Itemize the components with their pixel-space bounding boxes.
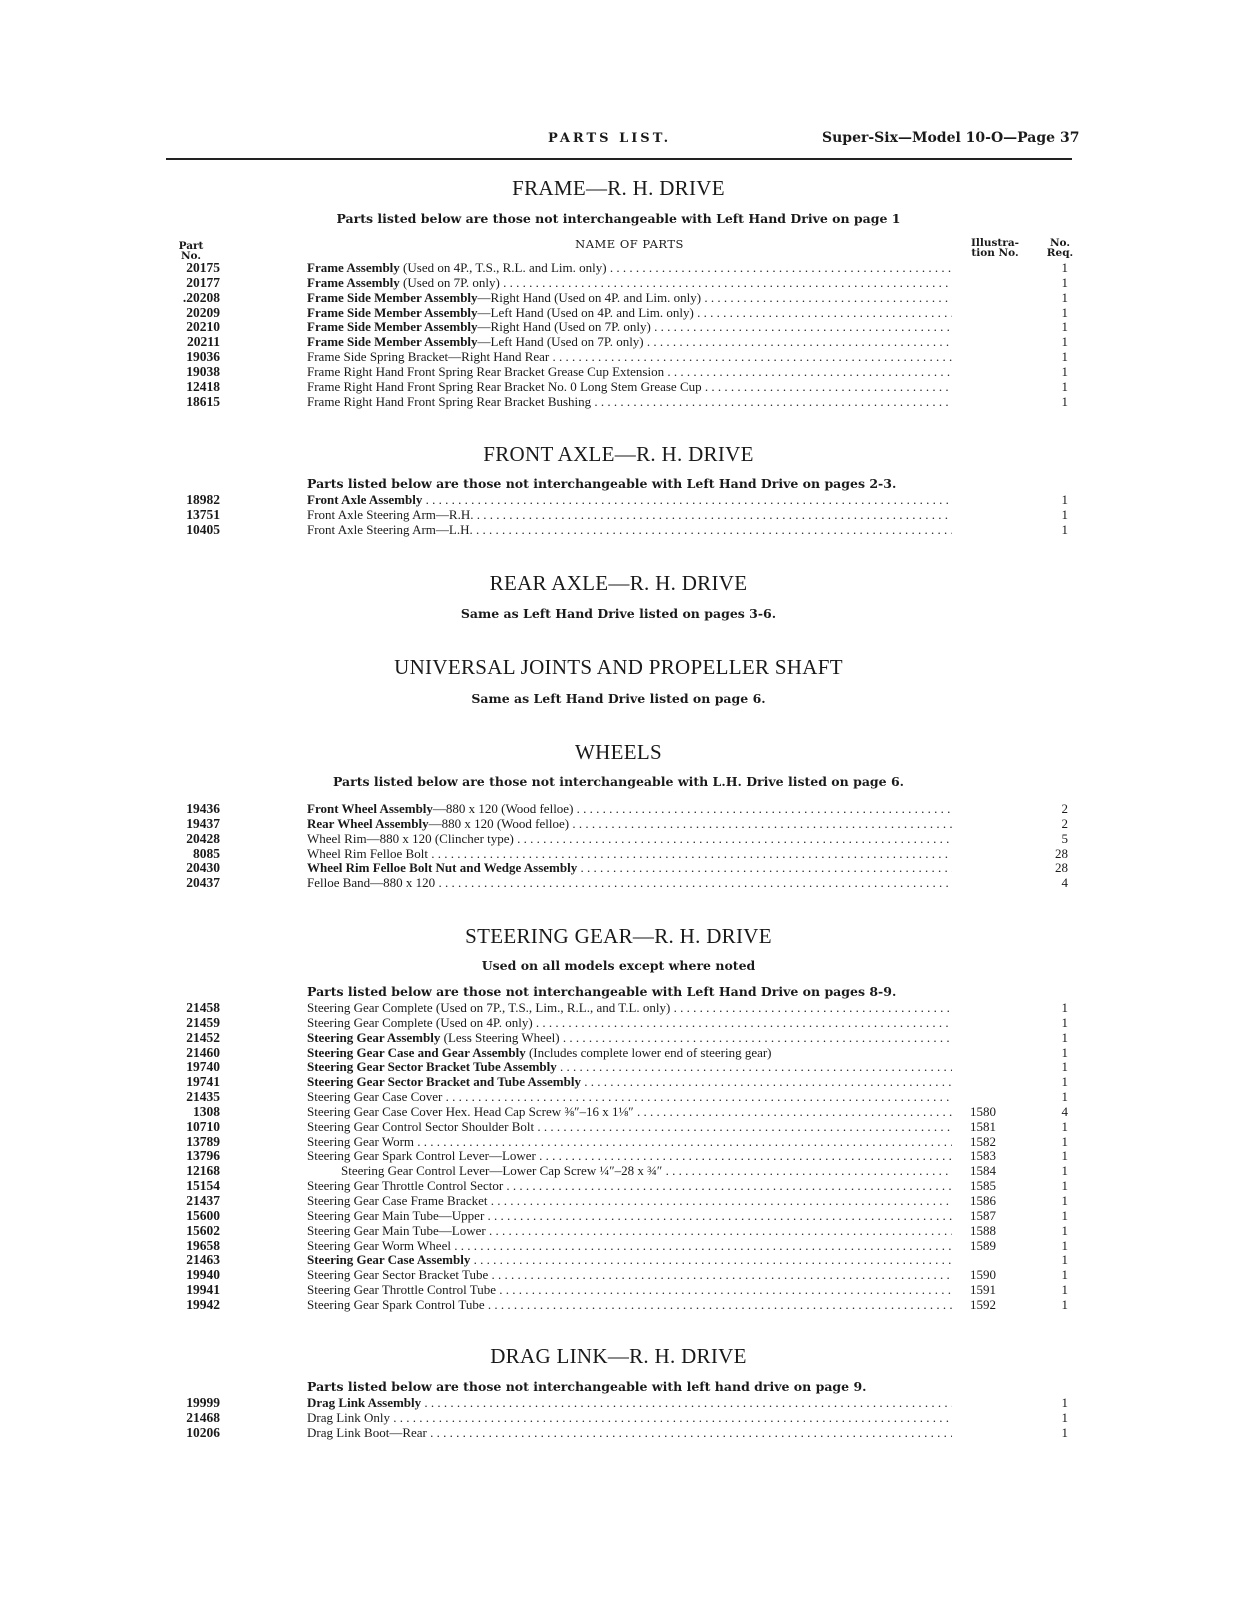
part-name-detail: —Left Hand (Used on 7P. only) <box>477 335 644 350</box>
quantity-required: 1 <box>1061 1424 1068 1440</box>
section-title-wheels: WHEELS <box>575 740 662 764</box>
section-note: Parts listed below are those not interchangeable with left hand drive on page 9. <box>307 1379 867 1394</box>
quantity-required: 1 <box>1061 492 1068 507</box>
part-name <box>307 1001 952 1016</box>
part-name <box>307 1411 952 1426</box>
table-row <box>0 1209 1237 1224</box>
quantity-required: 1 <box>1061 1044 1068 1060</box>
part-name <box>307 1268 952 1283</box>
part-name-detail: Drag Link Boot—Rear <box>307 1425 427 1440</box>
part-number: 19740 <box>186 1059 220 1075</box>
table-row <box>0 802 1237 817</box>
part-name-bold: Drag Link Assembly <box>307 1396 422 1410</box>
part-name <box>307 1396 952 1411</box>
quantity-required: 1 <box>1061 506 1068 522</box>
quantity-required: 1 <box>1061 1089 1068 1105</box>
quantity-required: 1 <box>1061 1118 1068 1134</box>
quantity-required: 4 <box>1061 875 1068 891</box>
part-name <box>307 1283 952 1298</box>
part-number: 20211 <box>186 334 220 350</box>
part-name <box>307 1060 952 1075</box>
part-name-detail: Wheel Rim Felloe Bolt <box>307 846 428 861</box>
part-name-detail: (Used on 7P. only) <box>399 275 500 290</box>
part-name-detail: (Includes complete lower end of steering gear) <box>525 1045 772 1060</box>
table-row <box>0 350 1237 365</box>
table-row <box>0 291 1237 306</box>
part-name-bold: Rear Wheel Assembly <box>307 816 429 831</box>
parts-table <box>0 1396 1237 1441</box>
illustration-number: 1585 <box>970 1178 996 1194</box>
part-number: 15600 <box>186 1207 220 1223</box>
part-number: 21468 <box>186 1409 220 1425</box>
part-name <box>307 847 952 862</box>
part-name <box>307 380 952 395</box>
part-number: .20208 <box>182 289 220 305</box>
column-header-illustration: Illustra- tion No. <box>971 237 1019 259</box>
table-row <box>0 276 1237 291</box>
quantity-required: 1 <box>1061 260 1068 275</box>
table-row <box>0 1075 1237 1090</box>
part-name-detail: —Right Hand (Used on 7P. only) <box>477 320 651 335</box>
quantity-required: 28 <box>1055 860 1068 876</box>
quantity-required: 1 <box>1061 393 1068 409</box>
illustration-number: 1591 <box>970 1282 996 1298</box>
part-name <box>307 1194 952 1209</box>
page-header-model: Super-Six—Model 10-O—Page 37 <box>822 130 1080 146</box>
part-name-detail: Steering Gear Throttle Control Sector <box>307 1179 504 1194</box>
table-row <box>0 1120 1237 1135</box>
part-name <box>307 350 952 365</box>
part-name-detail: (Used on 4P., T.S., R.L. and Lim. only) <box>399 261 607 275</box>
table-row <box>0 1016 1237 1031</box>
table-row <box>0 1298 1237 1313</box>
header-rule <box>166 158 1072 160</box>
section-note: Parts listed below are those not interchangeable with Left Hand Drive on page 1 <box>336 211 901 226</box>
parts-table <box>0 261 1237 409</box>
quantity-required: 1 <box>1061 1409 1068 1425</box>
quantity-required: 1 <box>1061 1148 1068 1164</box>
part-name-detail: Frame Right Hand Front Spring Rear Bracket Grease Cup Extension <box>307 364 665 379</box>
part-number: 18982 <box>186 492 220 507</box>
part-name <box>307 320 952 335</box>
illustration-number: 1589 <box>970 1237 996 1253</box>
table-row <box>0 1046 1237 1061</box>
illustration-number: 1581 <box>970 1118 996 1134</box>
section-note: Same as Left Hand Drive listed on page 6. <box>471 691 766 706</box>
part-number: 8085 <box>193 845 220 861</box>
part-name-bold: Frame Side Member Assembly <box>307 320 478 335</box>
part-name-bold: Steering Gear Assembly <box>307 1030 441 1045</box>
part-name-detail: Front Axle Steering Arm—L.H. <box>307 522 473 537</box>
table-row <box>0 365 1237 380</box>
table-row <box>0 1426 1237 1441</box>
part-name <box>307 832 952 847</box>
quantity-required: 1 <box>1061 1074 1068 1090</box>
table-row <box>0 1411 1237 1426</box>
part-name-detail: Steering Gear Main Tube—Lower <box>307 1223 486 1238</box>
part-name-bold: Frame Assembly <box>307 275 400 290</box>
quantity-required: 1 <box>1061 1252 1068 1268</box>
part-number: 21437 <box>186 1192 220 1208</box>
table-row <box>0 1164 1237 1179</box>
part-name <box>307 1135 952 1150</box>
illustration-number: 1588 <box>970 1222 996 1238</box>
part-name <box>307 1031 952 1046</box>
part-name <box>307 523 952 538</box>
illustration-number: 1587 <box>970 1207 996 1223</box>
part-number: 19038 <box>186 363 220 379</box>
part-name <box>307 817 952 832</box>
section-note: Used on all models except where noted <box>481 958 756 973</box>
part-number: 13751 <box>186 506 220 522</box>
part-number: 19999 <box>186 1395 220 1410</box>
part-name <box>307 1149 952 1164</box>
part-name-bold: Steering Gear Case and Gear Assembly <box>307 1045 526 1060</box>
part-name <box>307 508 952 523</box>
part-name <box>307 1239 952 1254</box>
part-name-detail: Frame Right Hand Front Spring Rear Bracket No. 0 Long Stem Grease Cup <box>307 379 702 394</box>
part-name <box>307 861 952 876</box>
part-number: 15602 <box>186 1222 220 1238</box>
part-name <box>307 802 952 817</box>
table-row <box>0 1179 1237 1194</box>
part-name-detail: Steering Gear Spark Control Tube <box>307 1297 485 1312</box>
part-name <box>307 1164 952 1179</box>
table-row <box>0 847 1237 862</box>
quantity-required: 1 <box>1061 1133 1068 1149</box>
part-name-detail: —Right Hand (Used on 4P. and Lim. only) <box>477 290 702 305</box>
part-name <box>307 1090 952 1105</box>
part-name <box>307 306 952 321</box>
quantity-required: 1 <box>1061 1000 1068 1015</box>
part-name-detail: Steering Gear Worm <box>307 1134 415 1149</box>
quantity-required: 1 <box>1061 349 1068 365</box>
part-name-detail: Frame Side Spring Bracket—Right Hand Rear <box>307 350 550 365</box>
part-number: 19942 <box>186 1296 220 1312</box>
part-number: 20177 <box>186 274 220 290</box>
section-note: Parts listed below are those not interchangeable with L.H. Drive listed on page 6. <box>332 774 905 789</box>
part-name <box>307 1224 952 1239</box>
quantity-required: 1 <box>1061 1192 1068 1208</box>
quantity-required: 1 <box>1061 289 1068 305</box>
part-name <box>307 1209 952 1224</box>
table-row <box>0 395 1237 410</box>
part-number: 19437 <box>186 815 220 831</box>
part-name-detail: Steering Gear Spark Control Lever—Lower <box>307 1149 536 1164</box>
column-header-req: No. Req. <box>1046 237 1074 259</box>
quantity-required: 1 <box>1061 521 1068 537</box>
part-name-detail: Felloe Band—880 x 120 <box>307 876 436 891</box>
part-name-detail: Steering Gear Complete (Used on 7P., T.S., Lim., R.L., and T.L. only) <box>307 1001 671 1015</box>
part-number: 20428 <box>186 830 220 846</box>
part-number: 12418 <box>186 378 220 394</box>
table-row <box>0 832 1237 847</box>
part-number: 21459 <box>186 1014 220 1030</box>
part-number: 21458 <box>186 1000 220 1015</box>
table-row <box>0 1396 1237 1411</box>
quantity-required: 1 <box>1061 1267 1068 1283</box>
part-number: 10710 <box>186 1118 220 1134</box>
table-row <box>0 1239 1237 1254</box>
part-number: 19658 <box>186 1237 220 1253</box>
part-name <box>307 1105 952 1120</box>
table-row <box>0 1283 1237 1298</box>
illustration-number: 1583 <box>970 1148 996 1164</box>
part-number: 19741 <box>186 1074 220 1090</box>
part-name-detail: Drag Link Only <box>307 1410 391 1425</box>
quantity-required: 1 <box>1061 334 1068 350</box>
part-name-bold: Frame Side Member Assembly <box>307 305 478 320</box>
table-row <box>0 861 1237 876</box>
table-row <box>0 523 1237 538</box>
part-number: 19436 <box>186 801 220 816</box>
part-number: 19940 <box>186 1267 220 1283</box>
part-number: 21463 <box>186 1252 220 1268</box>
part-name-bold: Steering Gear Sector Bracket and Tube Assembly <box>307 1075 581 1090</box>
quantity-required: 1 <box>1061 1163 1068 1179</box>
part-number: 21460 <box>186 1044 220 1060</box>
table-row <box>0 306 1237 321</box>
part-name <box>307 1253 952 1268</box>
part-number: 20430 <box>186 860 220 876</box>
section-title-frame: FRAME—R. H. DRIVE <box>512 176 725 200</box>
quantity-required: 2 <box>1061 801 1068 816</box>
table-row <box>0 1194 1237 1209</box>
part-name <box>307 1016 952 1031</box>
table-row <box>0 508 1237 523</box>
table-row <box>0 1001 1237 1016</box>
quantity-required: 1 <box>1061 378 1068 394</box>
part-name-bold: Wheel Rim Felloe Bolt Nut and Wedge Assembly <box>307 861 578 876</box>
part-name-detail: Steering Gear Sector Bracket Tube <box>307 1268 489 1283</box>
part-number: 13789 <box>186 1133 220 1149</box>
parts-table <box>0 493 1237 538</box>
part-name-bold: Front Axle Assembly <box>307 493 423 507</box>
illustration-number: 1590 <box>970 1267 996 1283</box>
table-row <box>0 1090 1237 1105</box>
table-row <box>0 1224 1237 1239</box>
quantity-required: 1 <box>1061 274 1068 290</box>
part-number: 21435 <box>186 1089 220 1105</box>
part-name <box>307 1426 952 1441</box>
parts-table <box>0 1001 1237 1313</box>
part-name-detail: Steering Gear Complete (Used on 4P. only) <box>307 1015 533 1030</box>
table-row <box>0 261 1237 276</box>
part-number: 20437 <box>186 875 220 891</box>
part-number: 10405 <box>186 521 220 537</box>
part-name-detail: —Left Hand (Used on 4P. and Lim. only) <box>477 305 694 320</box>
table-row <box>0 1149 1237 1164</box>
section-title-steering-gear: STEERING GEAR—R. H. DRIVE <box>465 924 772 948</box>
table-row <box>0 1268 1237 1283</box>
quantity-required: 1 <box>1061 1282 1068 1298</box>
part-number: 1308 <box>193 1103 220 1119</box>
part-name-detail: Steering Gear Control Lever—Lower Cap Screw ¼″–28 x ¾″ <box>341 1164 663 1179</box>
part-name-detail: Steering Gear Case Cover <box>307 1090 443 1105</box>
illustration-number: 1586 <box>970 1192 996 1208</box>
parts-table <box>0 802 1237 891</box>
part-number: 21452 <box>186 1029 220 1045</box>
illustration-number: 1584 <box>970 1163 996 1179</box>
table-row <box>0 1060 1237 1075</box>
quantity-required: 1 <box>1061 363 1068 379</box>
part-name-detail: Steering Gear Control Sector Shoulder Bolt <box>307 1119 535 1134</box>
quantity-required: 1 <box>1061 304 1068 320</box>
part-name-bold: Frame Side Member Assembly <box>307 290 478 305</box>
quantity-required: 1 <box>1061 1178 1068 1194</box>
illustration-number: 1592 <box>970 1296 996 1312</box>
quantity-required: 4 <box>1061 1103 1068 1119</box>
column-header-name: NAME OF PARTS <box>575 237 684 251</box>
part-name <box>307 876 952 891</box>
part-name <box>307 493 952 508</box>
quantity-required: 1 <box>1061 1222 1068 1238</box>
quantity-required: 1 <box>1061 1296 1068 1312</box>
quantity-required: 28 <box>1055 845 1068 861</box>
table-row <box>0 1031 1237 1046</box>
table-row <box>0 380 1237 395</box>
part-name-detail: Wheel Rim—880 x 120 (Clincher type) <box>307 831 514 846</box>
part-name <box>307 276 952 291</box>
part-name <box>307 1046 952 1061</box>
quantity-required: 1 <box>1061 1207 1068 1223</box>
part-name-detail: —880 x 120 (Wood felloe) <box>428 816 570 831</box>
part-name-bold: Frame Side Member Assembly <box>307 335 478 350</box>
part-name-detail: —880 x 120 (Wood felloe) <box>432 802 574 816</box>
part-name-detail: Steering Gear Worm Wheel <box>307 1238 451 1253</box>
part-number: 20210 <box>186 319 220 335</box>
part-number: 13796 <box>186 1148 220 1164</box>
part-name-detail: Steering Gear Case Cover Hex. Head Cap Screw ⅜″–16 x 1⅛″ <box>307 1104 634 1119</box>
table-row <box>0 320 1237 335</box>
part-name-detail: Steering Gear Case Frame Bracket <box>307 1193 488 1208</box>
part-name-detail: Steering Gear Main Tube—Upper <box>307 1208 485 1223</box>
part-name <box>307 335 952 350</box>
part-name <box>307 395 952 410</box>
part-name-bold: Steering Gear Case Assembly <box>307 1253 471 1268</box>
part-number: 19941 <box>186 1282 220 1298</box>
table-row <box>0 817 1237 832</box>
part-name <box>307 1075 952 1090</box>
illustration-number: 1582 <box>970 1133 996 1149</box>
quantity-required: 1 <box>1061 1237 1068 1253</box>
table-row <box>0 1253 1237 1268</box>
quantity-required: 2 <box>1061 815 1068 831</box>
section-title-drag-link: DRAG LINK—R. H. DRIVE <box>490 1344 747 1368</box>
part-number: 12168 <box>186 1163 220 1179</box>
table-row <box>0 493 1237 508</box>
part-name <box>307 291 952 306</box>
running-header: PARTS LIST. <box>548 131 672 146</box>
table-row <box>0 1105 1237 1120</box>
part-name <box>307 1120 952 1135</box>
quantity-required: 1 <box>1061 1014 1068 1030</box>
part-name-detail: Front Axle Steering Arm—R.H. <box>307 507 474 522</box>
part-name-bold: Front Wheel Assembly <box>307 802 433 816</box>
part-number: 20175 <box>186 260 220 275</box>
part-name <box>307 365 952 380</box>
quantity-required: 1 <box>1061 319 1068 335</box>
part-number: 15154 <box>186 1178 220 1194</box>
part-name-bold: Frame Assembly <box>307 261 400 275</box>
quantity-required: 5 <box>1061 830 1068 846</box>
part-name-detail: Frame Right Hand Front Spring Rear Bracket Bushing <box>307 394 592 409</box>
section-title-front-axle: FRONT AXLE—R. H. DRIVE <box>483 442 754 466</box>
part-name <box>307 1179 952 1194</box>
illustration-number: 1580 <box>970 1103 996 1119</box>
part-name-bold: Steering Gear Sector Bracket Tube Assembly <box>307 1060 557 1075</box>
section-title-rear-axle: REAR AXLE—R. H. DRIVE <box>489 571 748 595</box>
table-row <box>0 876 1237 891</box>
section-note: Same as Left Hand Drive listed on pages 3-6. <box>460 606 777 621</box>
quantity-required: 1 <box>1061 1059 1068 1075</box>
part-number: 19036 <box>186 349 220 365</box>
part-number: 18615 <box>186 393 220 409</box>
part-number: 20209 <box>186 304 220 320</box>
part-name <box>307 1298 952 1313</box>
section-note: Parts listed below are those not interchangeable with Left Hand Drive on pages 2-3. <box>307 476 897 491</box>
part-name-detail: (Less Steering Wheel) <box>440 1030 560 1045</box>
part-name <box>307 261 952 276</box>
part-number: 10206 <box>186 1424 220 1440</box>
column-header-part-no: Part No. <box>178 240 204 262</box>
quantity-required: 1 <box>1061 1395 1068 1410</box>
section-title-universal-joints: UNIVERSAL JOINTS AND PROPELLER SHAFT <box>394 655 843 679</box>
part-name-detail: Steering Gear Throttle Control Tube <box>307 1283 496 1298</box>
table-row <box>0 1135 1237 1150</box>
section-note: Parts listed below are those not interchangeable with Left Hand Drive on pages 8-9. <box>307 984 897 999</box>
quantity-required: 1 <box>1061 1029 1068 1045</box>
table-row <box>0 335 1237 350</box>
